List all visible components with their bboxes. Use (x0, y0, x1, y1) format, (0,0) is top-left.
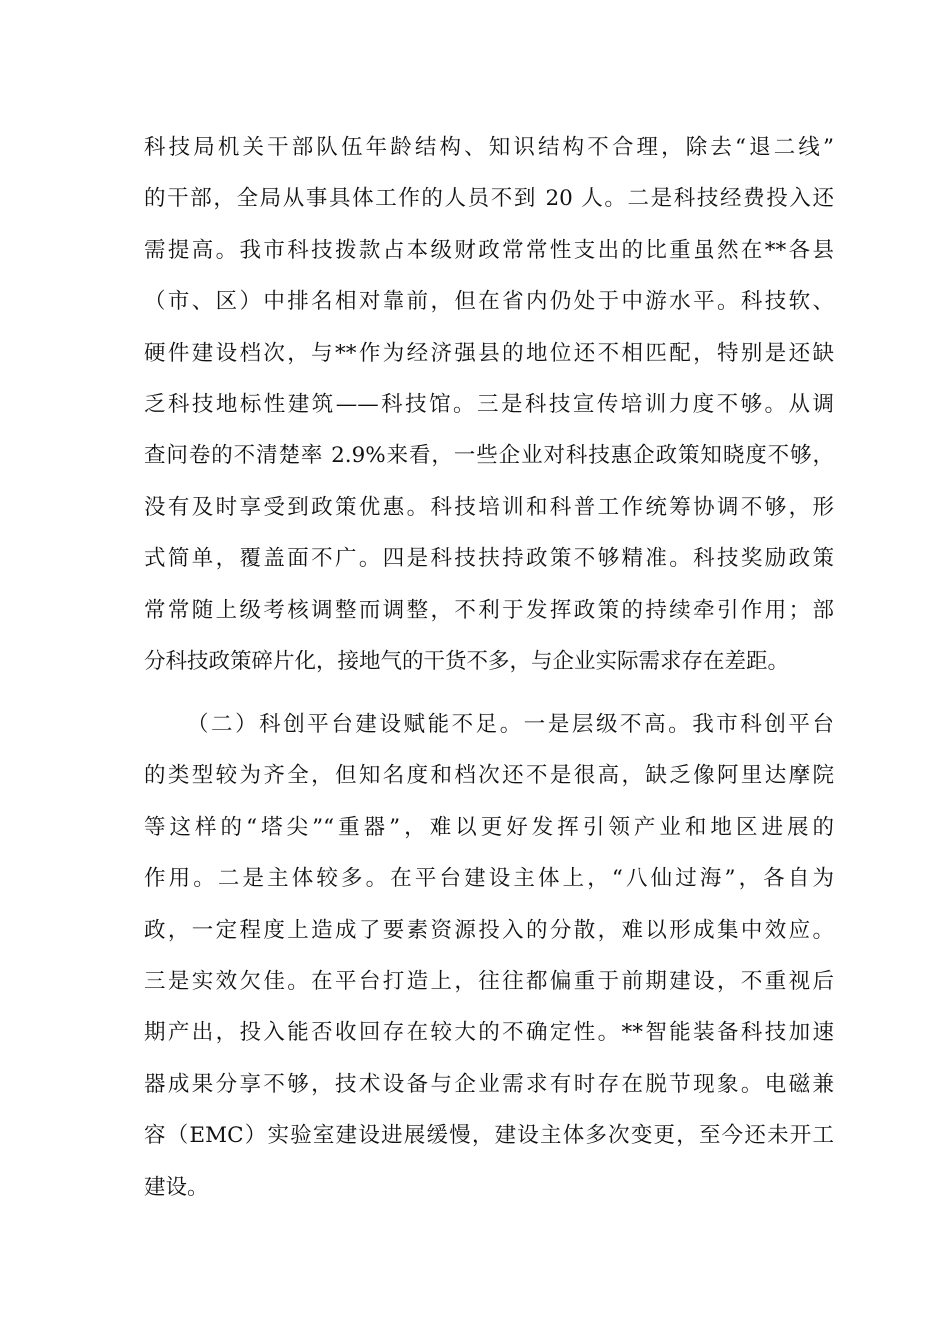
paragraph-innovation-platforms (144, 699, 834, 1213)
text-line: 硬件建设档次，与**作为经济强县的地位还不相匹配，特别是还缺 (144, 340, 834, 366)
text-line: 乏科技地标性建筑——科技馆。三是科技宣传培训力度不够。从调 (144, 391, 834, 417)
text-line: 分科技政策碎片化，接地气的干货不多，与企业实际需求存在差距。 (144, 648, 790, 674)
text-line: 三是实效欠佳。在平台打造上，往往都偏重于前期建设，不重视后 (144, 968, 834, 994)
text-line: 器成果分享不够，技术设备与企业需求有时存在脱节现象。电磁兼 (144, 1071, 834, 1097)
text-line: 常常随上级考核调整而调整，不利于发挥政策的持续牵引作用；部 (144, 597, 834, 623)
text-line: 作用。二是主体较多。在平台建设主体上，“八仙过海”，各自为 (144, 866, 834, 892)
text-line: 政，一定程度上造成了要素资源投入的分散，难以形成集中效应。 (144, 917, 834, 943)
text-line: 的干部，全局从事具体工作的人员不到 20 人。二是科技经费投入还 (144, 186, 834, 212)
text-line: 容（EMC）实验室建设进展缓慢，建设主体多次变更，至今还未开工 (144, 1123, 834, 1149)
text-line: 查问卷的不清楚率 2.9%来看，一些企业对科技惠企政策知晓度不够， (144, 443, 834, 469)
text-line: 需提高。我市科技拨款占本级财政常常性支出的比重虽然在**各县 (144, 237, 834, 263)
paragraph-staffing-funding (144, 122, 834, 687)
text-line: 建设。 (144, 1174, 209, 1200)
text-line: （市、区）中排名相对靠前，但在省内仍处于中游水平。科技软、 (144, 289, 834, 315)
text-line: 式简单，覆盖面不广。四是科技扶持政策不够精准。科技奖励政策 (144, 546, 834, 572)
text-line: 没有及时享受到政策优惠。科技培训和科普工作统筹协调不够，形 (144, 494, 834, 520)
text-line: （二）科创平台建设赋能不足。一是层级不高。我市科创平台 (187, 712, 834, 737)
text-line: 科技局机关干部队伍年龄结构、知识结构不合理，除去“退二线” (144, 135, 834, 160)
text-line: 等这样的“塔尖”“重器”，难以更好发挥引领产业和地区进展的 (144, 814, 834, 840)
text-line: 的类型较为齐全，但知名度和档次还不是很高，缺乏像阿里达摩院 (144, 763, 834, 789)
text-line: 期产出，投入能否收回存在较大的不确定性。**智能装备科技加速 (144, 1020, 834, 1046)
